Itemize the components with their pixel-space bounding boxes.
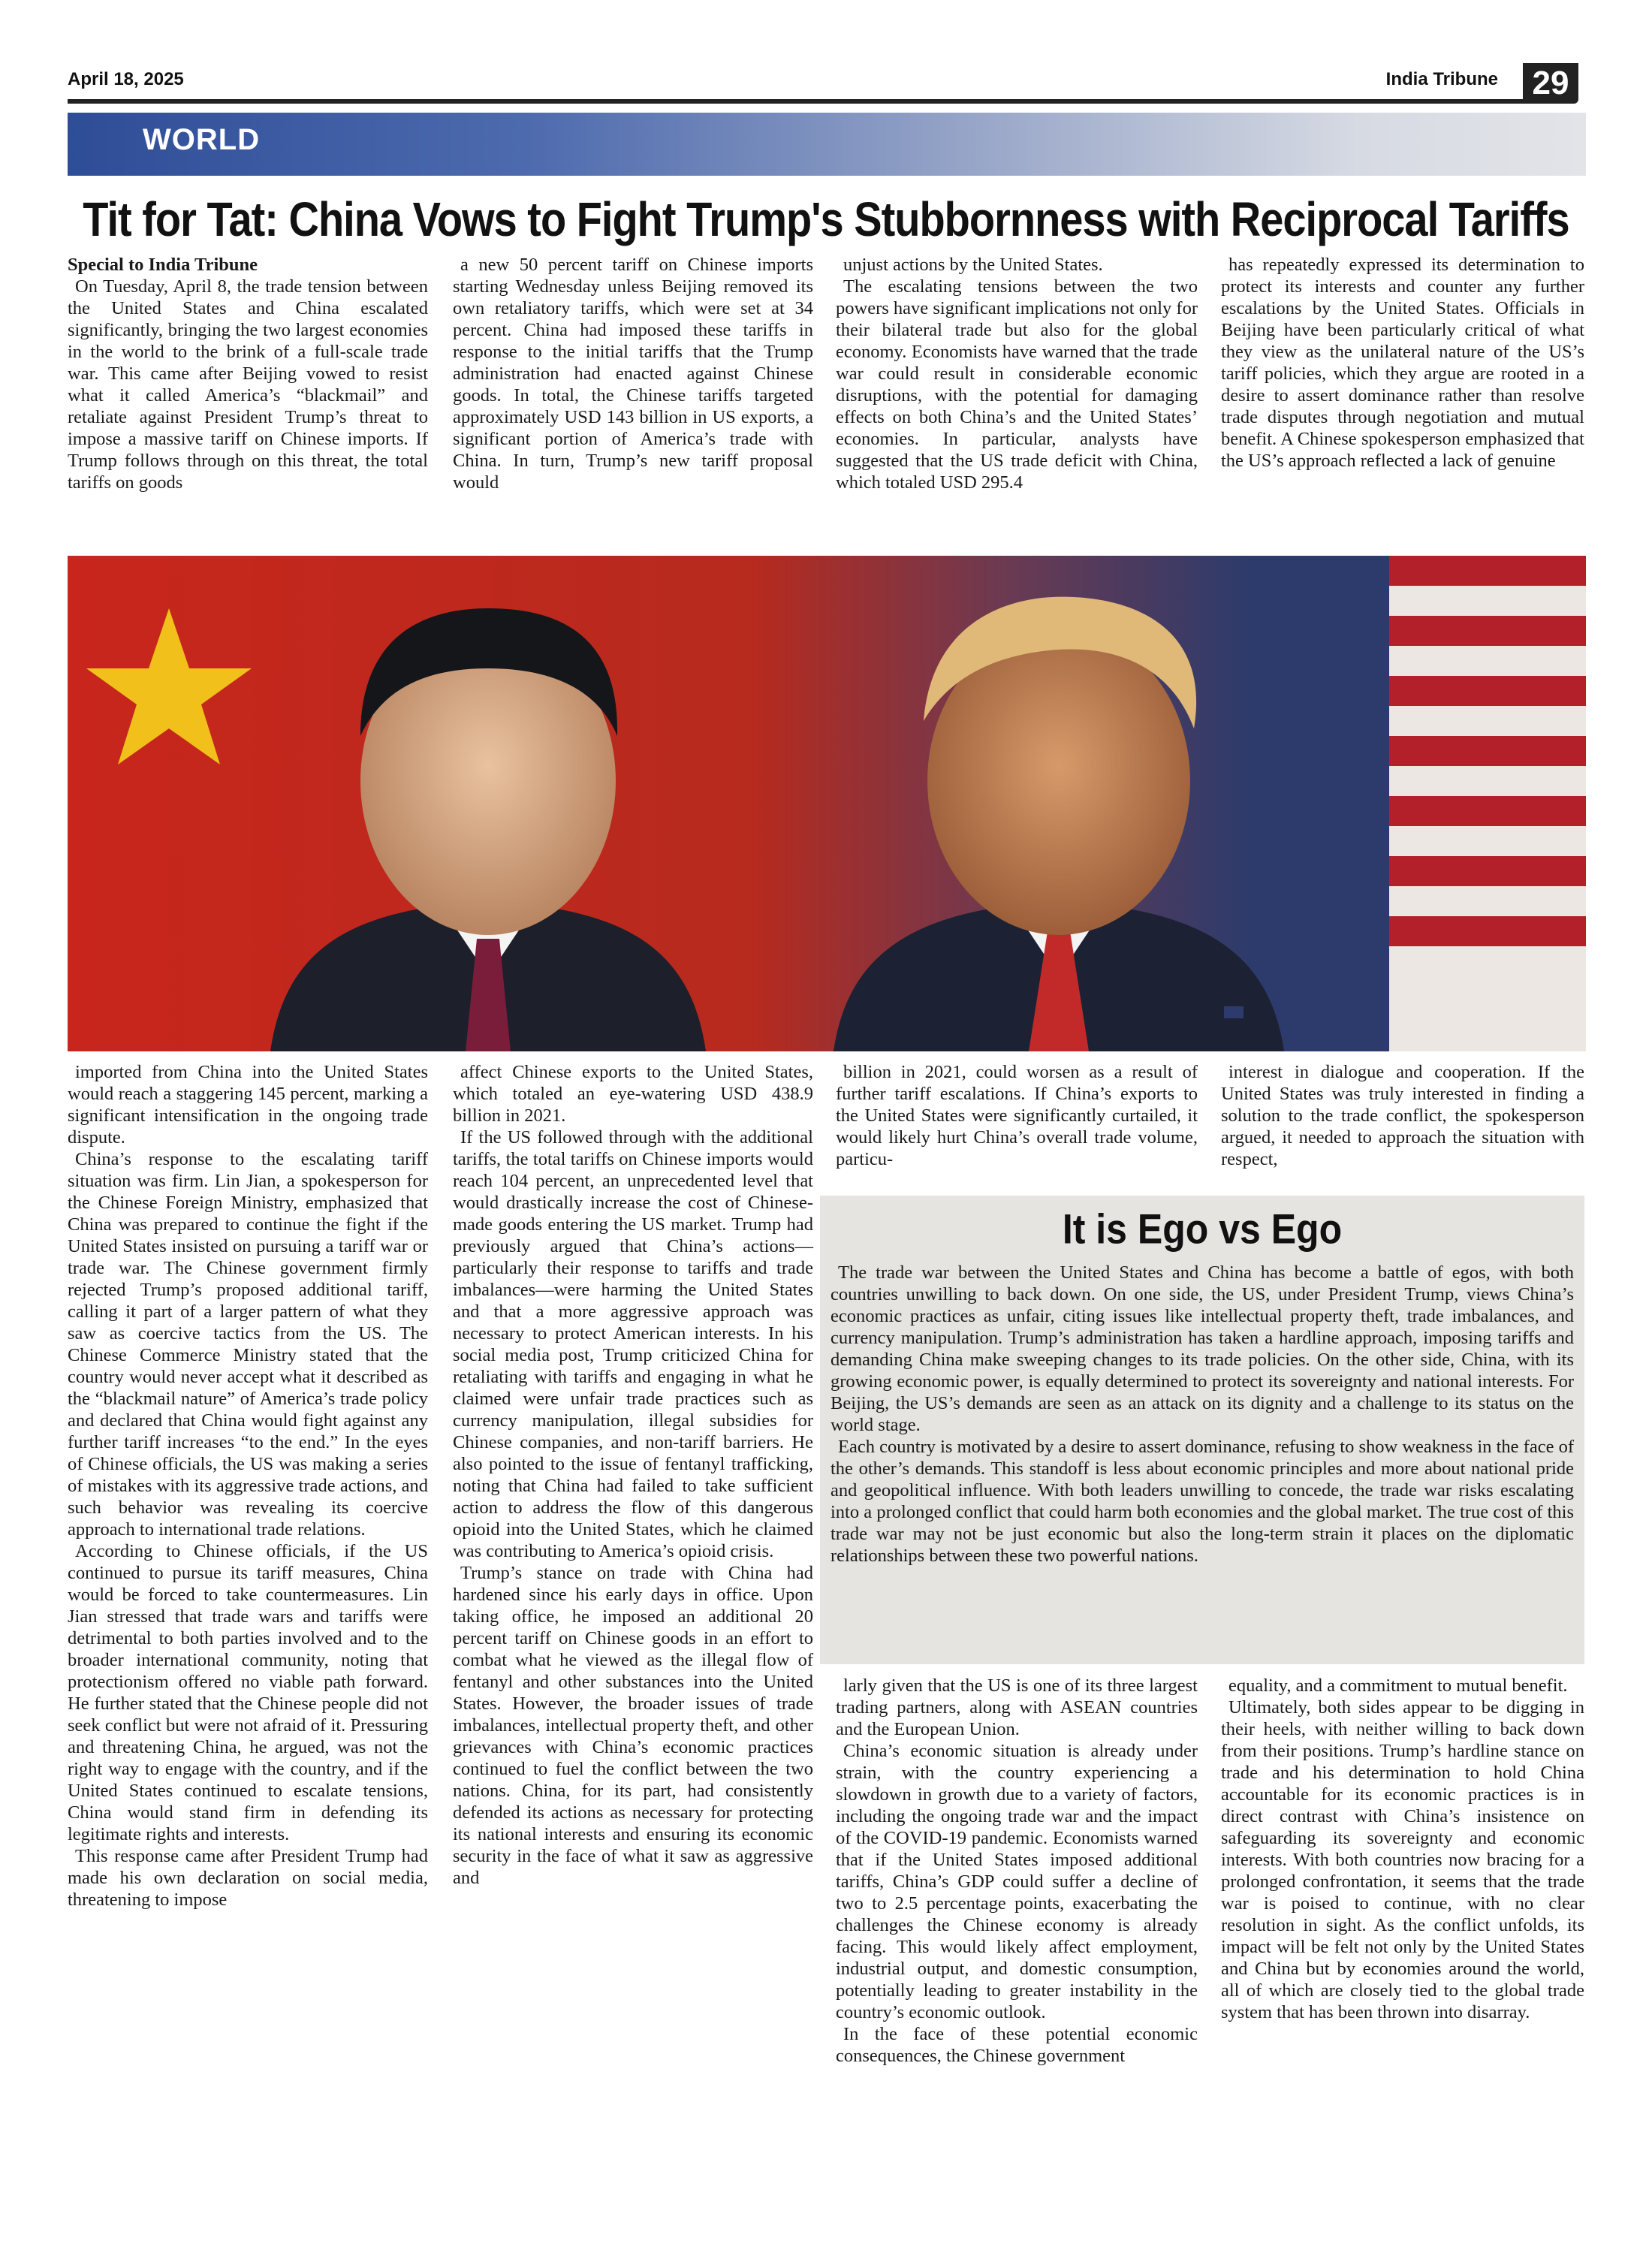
paragraph: China’s economic situation is already under strain, with the country experiencing a slowdown in growth due to a variety of factors, including the ongoing trade war and the impact of the COVID-19 pandemic. Economists warned that if the United States imposed additional tariffs, China’s GDP could suffer a decline of two to 2.5 percentage points, exacerbating the challenges the Chinese economy is already facing. This would likely affect employment, industrial output, and domestic consumption, potentially leading to greater instability in the country’s economic outlook.	[836, 1741, 1198, 2022]
paragraph: Each country is motivated by a desire to assert dominance, refusing to show weakness in the face of the other’s demands. This standoff is less about economic principles and more about national pride and geopolitical influence. With both leaders unwilling to concede, the trade war risks escalating into a prolonged conflict that could harm both economies and the global market. The true cost of this trade war may not be just economic but also the long-term strain it places on the diplomatic relationships between these two powerful nations.	[831, 1437, 1574, 1566]
us-stripes	[1389, 556, 1586, 1051]
column-text	[836, 1675, 1198, 2067]
paragraph: has repeatedly expressed its determination to protect its interests and counter any further escalations by the United States. Officials in Beijing have been particularly critical of what they view as the unilateral nature of the US’s tariff policies, which they argue are rooted in a desire to assert dominance rather than resolve trade disputes through negotiation and mutual benefit. A Chinese spokesperson emphasized that the US’s approach reflected a lack of genuine	[1221, 255, 1584, 471]
page-date: April 18, 2025	[68, 69, 184, 89]
paragraph: unjust actions by the United States.	[843, 255, 1103, 275]
column-text	[836, 1061, 1198, 1170]
paragraph: Ultimately, both sides appear to be digging in their heels, with neither willing to back down from their positions. Trump’s hardline stance on trade and his determination to hold China accountable for its economic practices is in direct contrast with China’s insistence on safeguarding its sovereignty and economic interests. With both countries now bracing for a prolonged confrontation, it seems that the trade war is poised to continue, with no clear resolution in sight. As the conflict unfolds, its impact will be felt not only by the United States and China but by economies around the world, all of which are closely tied to the global trade system that has been thrown into disarray.	[1221, 1697, 1584, 2022]
paragraph: imported from China into the United States would reach a staggering 145 percent, marking a significant intensification in the ongoing trade dispute.	[68, 1062, 428, 1148]
paragraph: billion in 2021, could worsen as a result of further tariff escalations. If China’s exports to the United States were significantly curtailed, it would likely hurt China’s overall trade volume, particu-	[836, 1062, 1198, 1169]
column-text	[1221, 1061, 1584, 1170]
column-text	[68, 1061, 428, 1911]
header-rule	[68, 99, 1523, 104]
sidebar-text	[831, 1262, 1574, 1567]
publication-name: India Tribune	[1385, 69, 1498, 89]
paragraph: If the US followed through with the additional tariffs, the total tariffs on Chinese imports would reach 104 percent, an unprecedented level that would drastically increase the cost of Chinese-made goods entering the US market. Trump had previously argued that China’s actions—particularly their response to tariffs and trade imbalances—were harming the United States and that a more aggressive approach was necessary to protect American interests. In his social media post, Trump criticized China for retaliating with tariffs and engaging in what he claimed were unfair trade practices such as currency manipulation, illegal subsidies for Chinese companies, and non-tariff barriers. He also pointed to the issue of fentanyl trafficking, noting that China had failed to take sufficient action to address the flow of this dangerous opioid into the United States, which he claimed was contributing to America’s opioid crisis.	[453, 1127, 813, 1561]
paragraph: affect Chinese exports to the United States, which totaled an eye-watering USD 438.9 billion in 2021.	[453, 1062, 813, 1126]
flag-pin-icon	[1224, 1006, 1244, 1018]
sidebar-body	[831, 1262, 1574, 1567]
article-column-3-mid	[836, 1061, 1198, 1169]
photo-illustration	[68, 556, 1586, 1051]
column-text	[453, 1061, 813, 1889]
paragraph: In the face of these potential economic consequences, the Chinese government	[836, 2024, 1198, 2066]
flag-background	[68, 556, 1586, 1051]
column-text	[68, 276, 428, 493]
column-text	[1221, 1675, 1584, 2023]
paragraph: Trump’s stance on trade with China had hardened since his early days in office. Upon taking office, he imposed an additional 20 percent tariff on Chinese goods in an effort to combat what he viewed as the illegal flow of fentanyl and other substances into the United States. However, the broader issues of trade imbalances, intellectual property theft, and other grievances with China’s economic practices continued to fuel the conflict between the two nations. China, for its part, had consistently defended its actions as necessary for protecting its national interests and ensuring its economic security in the face of what it saw as aggressive and	[453, 1563, 813, 1888]
section-band	[68, 113, 1586, 176]
article-column-3-top	[836, 254, 1198, 547]
article-column-4-top	[1221, 254, 1584, 547]
column-text	[836, 254, 1198, 493]
paragraph: This response came after President Trump had made his own declaration on social media, threatening to impose	[68, 1846, 428, 1910]
paragraph: equality, and a commitment to mutual benefit.	[1228, 1675, 1568, 1696]
article-column-4-mid	[1221, 1061, 1584, 1169]
article-column-2-bottom	[453, 1061, 813, 2218]
paragraph: The escalating tensions between the two powers have significant implications not only for their bilateral trade but also for the global economy. Economists have warned that the trade war could result in considerable economic disruptions, with the potential for damaging effects on both China’s and the United States’ economies. In particular, analysts have suggested that the US trade deficit with China, which totaled USD 295.4	[836, 276, 1198, 493]
sidebar-box	[820, 1196, 1584, 1664]
headline: Tit for Tat: China Vows to Fight Trump's Stubbornness with Reciprocal Tariffs	[83, 192, 1569, 246]
paragraph: According to Chinese officials, if the US continued to pursue its tariff measures, China would be forced to take countermeasures. Lin Jian stressed that trade wars and tariffs were detrimental to both parties involved and to the broader international community, noting that protectionism offered no viable path forward. He further stated that the Chinese people did not seek conflict but were not afraid of it. Pressuring and threatening China, he argued, was not the right way to engage with the country, and if the United States continued to escalate tensions, China would stand firm in defending its legitimate rights and interests.	[68, 1541, 428, 1844]
article-column-2-top	[453, 254, 813, 547]
article-column-4-bottom	[1221, 1675, 1584, 2223]
sidebar-title: It is Ego vs Ego	[1062, 1205, 1343, 1253]
paragraph: larly given that the US is one of its three largest trading partners, along with ASEAN countries and the European Union.	[836, 1675, 1198, 1739]
article-column-1-top	[68, 254, 428, 547]
paragraph: a new 50 percent tariff on Chinese imports starting Wednesday unless Beijing removed its own retaliatory tariffs, which were set at 34 percent. China had imposed these tariffs in response to the initial tariffs that the Trump administration had enacted against Chinese goods. In total, the Chinese tariffs targeted approximately USD 143 billion in US exports, a significant portion of America’s trade with China. In turn, Trump’s new tariff proposal would	[453, 255, 813, 493]
paragraph: interest in dialogue and cooperation. If the United States was truly interested in finding a solution to the trade conflict, the spokesperson argued, it needed to approach the situation with respect,	[1221, 1062, 1584, 1169]
section-label: WORLD	[143, 123, 261, 156]
page-number: 29	[1523, 63, 1578, 104]
column-text	[453, 254, 813, 493]
paragraph: The trade war between the United States and China has become a battle of egos, with both countries unwilling to back down. On one side, the US, under President Trump, views China’s economic practices as unfair, citing issues like intellectual property theft, trade imbalances, and currency manipulation. Trump’s administration has taken a hardline approach, imposing tariffs and demanding China make sweeping changes to its trade policies. On the other side, China, with its growing economic power, is equally determined to protect its sovereignty and national interests. For Beijing, the US’s demands are seen as an attack on its dignity and a challenge to its status on the world stage.	[831, 1262, 1574, 1435]
lead-photo	[68, 556, 1586, 1051]
byline: Special to India Tribune	[68, 255, 258, 275]
paragraph: China’s response to the escalating tariff situation was firm. Lin Jian, a spokesperson for the Chinese Foreign Ministry, emphasized that China was prepared to continue the fight if the United States insisted on pursuing a tariff war or trade war. The Chinese government firmly rejected Trump’s proposed additional tariff, calling it part of a larger pattern of what they saw as coercive tactics from the US. The Chinese Commerce Ministry stated that the country would never accept what it described as the “blackmail nature” of America’s trade policy and declared that China would fight against any further tariff increases “to the end.” In the eyes of Chinese officials, the US was making a series of mistakes with its aggressive trade actions, and such behavior was revealing its coercive approach to international trade relations.	[68, 1149, 428, 1540]
column-text	[1221, 254, 1584, 472]
article-column-1-bottom	[68, 1061, 428, 2218]
paragraph: On Tuesday, April 8, the trade tension between the United States and China escalated significantly, bringing the two largest economies in the world to the brink of a full-scale trade war. This came after Beijing vowed to resist what it called America’s “blackmail” and retaliate against President Trump’s threat to impose a massive tariff on Chinese imports. If Trump follows through on this threat, the total tariffs on goods	[68, 276, 428, 493]
article-column-3-bottom	[836, 1675, 1198, 2223]
